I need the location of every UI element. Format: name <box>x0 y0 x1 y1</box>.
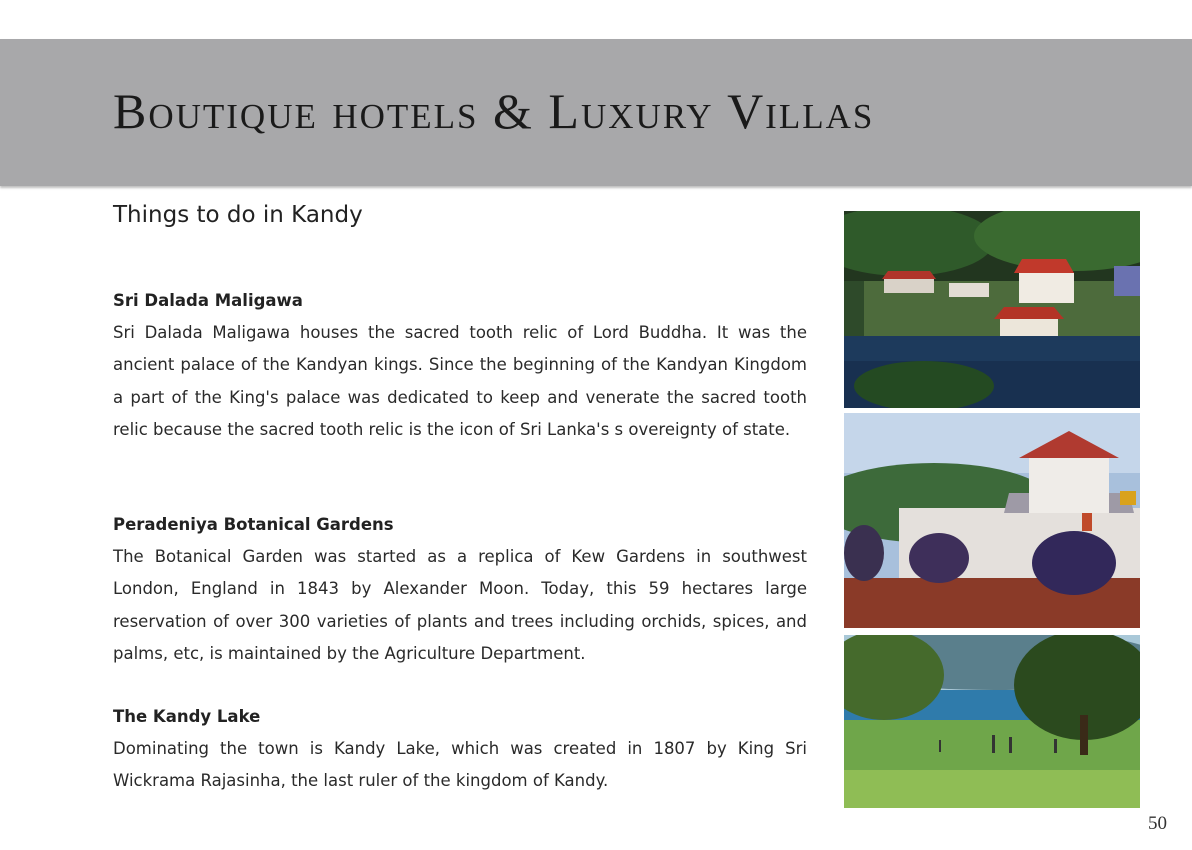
section-kandy-lake <box>113 701 807 798</box>
photo-temple-lake <box>844 211 1140 408</box>
photo-elephant-procession <box>844 413 1140 628</box>
section-heading: The Kandy Lake <box>113 707 261 726</box>
section-heading: Peradeniya Botanical Gardens <box>113 515 394 534</box>
section-heading: Sri Dalada Maligawa <box>113 291 303 310</box>
section-body: The Botanical Garden was started as a replica of Kew Gardens in southwest London, England in 1843 by Alexander Moon. Today, this 59 hectares large reservation of over 300 varieties of plants and trees including orchids, spices, and palms, etc, is maintained by the Agriculture Department. <box>113 547 807 664</box>
page-number: 50 <box>1148 813 1167 834</box>
page-title: Things to do in Kandy <box>113 202 363 228</box>
section-peradeniya-gardens <box>113 509 807 671</box>
photo-lake-golf-course <box>844 635 1140 808</box>
section-sri-dalada-maligawa <box>113 285 807 447</box>
section-body: Sri Dalada Maligawa houses the sacred tooth relic of Lord Buddha. It was the ancient palace of the Kandyan kings. Since the beginning of the Kandyan Kingdom a part of the King's palace was dedicated to keep and venerate the sacred tooth relic because the sacred tooth relic is the icon of Sri Lanka's s overeignty of state. <box>113 323 807 440</box>
banner-title: Boutique hotels & Luxury Villas <box>113 83 875 139</box>
section-body: Dominating the town is Kandy Lake, which was created in 1807 by King Sri Wickrama Rajasinha, the last ruler of the kingdom of Kandy. <box>113 739 807 791</box>
